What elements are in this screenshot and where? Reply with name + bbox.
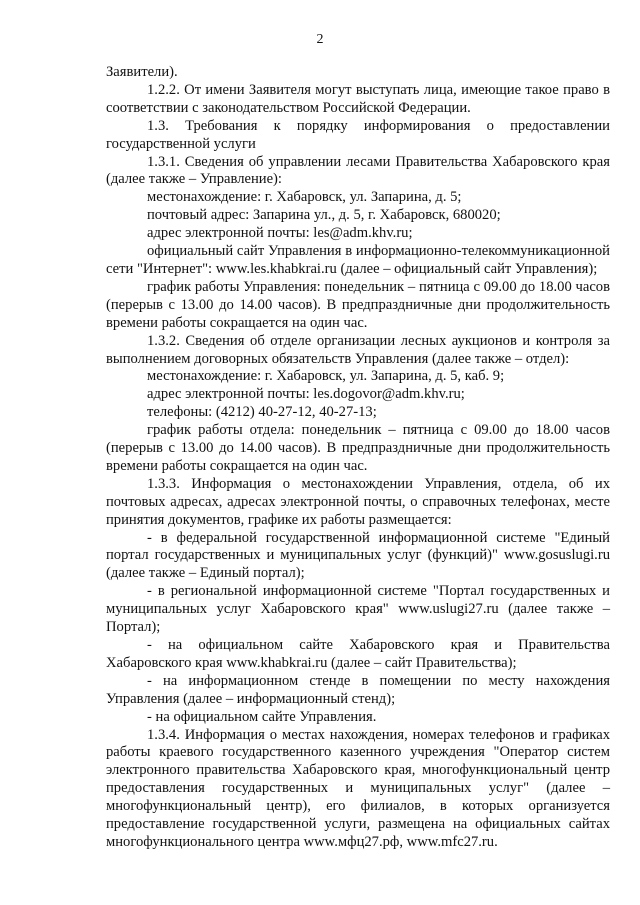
paragraph: местонахождение: г. Хабаровск, ул. Запарина, д. 5; <box>147 189 462 206</box>
paragraph: 1.3.4. Информация о местах нахождения, номерах телефонов и графиках работы краевого государственного казенного учреждения "Оператор систем электронного правительства Хабаровского края, многофункциональный центр предоставления государственных и муниципальных услуг" (далее – многофункциональный центр), его филиалов, в которых организуется предоставление государственной услуги, размещена на официальных сайтах многофункционального центра www.мфц27.рф, www.mfc27.ru. <box>106 726 610 850</box>
paragraph: - на информационном стенде в помещении по месту нахождения Управления (далее – информационный стенд); <box>106 672 610 707</box>
paragraph: - на официальном сайте Хабаровского края и Правительства Хабаровского края www.khabkrai.ru (далее – сайт Правительства); <box>106 637 610 671</box>
paragraph: график работы Управления: понедельник – пятница с 09.00 до 18.00 часов (перерыв с 13.00 до 14.00 часов). В предпраздничные дни продолжительность времени работы сокращается на один час. <box>106 278 610 331</box>
paragraph: график работы отдела: понедельник – пятница с 09.00 до 18.00 часов (перерыв с 13.00 до 14.00 часов). В предпраздничные дни продолжительность времени работы сокращается на один час. <box>106 422 610 474</box>
paragraph: - на официальном сайте Управления. <box>147 708 377 725</box>
paragraph: Заявители). <box>106 64 178 80</box>
paragraph: - в федеральной государственной информационной системе "Единый портал государственных и муниципальных услуг (функций)" www.gosuslugi.ru (далее также – Единый портал); <box>106 529 610 582</box>
paragraph: 1.3. Требования к порядку информирования о предоставлении государственной услуги <box>106 117 610 152</box>
paragraph: 1.3.3. Информация о местонахождении Управления, отдела, об их почтовых адресах, адресах электронной почты, о справочных телефонах, месте принятия документов, графике их работы размещается: <box>106 475 610 528</box>
paragraph: 1.2.2. От имени Заявителя могут выступать лица, имеющие такое право в соответствии с законодательством Российской Федерации. <box>106 81 610 116</box>
paragraph: официальный сайт Управления в информационно-телекоммуникационной сети "Интернет": www.les.khabkrai.ru (далее – официальный сайт Управления); <box>106 243 610 277</box>
paragraph: почтовый адрес: Запарина ул., д. 5, г. Хабаровск, 680020; <box>147 207 501 224</box>
paragraph: телефоны: (4212) 40-27-12, 40-27-13; <box>147 404 377 421</box>
paragraph: адрес электронной почты: les.dogovor@adm.khv.ru; <box>147 386 465 403</box>
paragraph: 1.3.2. Сведения об отделе организации лесных аукционов и контроля за выполнением договорных обязательств Управления (далее также – отдел): <box>106 332 610 367</box>
document-body <box>106 64 610 852</box>
paragraph: - в региональной информационной системе "Портал государственных и муниципальных услуг Хабаровского края" www.uslugi27.ru (далее также – Портал); <box>106 583 610 636</box>
page-number: 2 <box>316 32 324 47</box>
paragraph: 1.3.1. Сведения об управлении лесами Правительства Хабаровского края (далее также – Управление): <box>106 153 610 188</box>
paragraph: адрес электронной почты: les@adm.khv.ru; <box>147 225 413 242</box>
paragraph: местонахождение: г. Хабаровск, ул. Запарина, д. 5, каб. 9; <box>147 368 505 385</box>
